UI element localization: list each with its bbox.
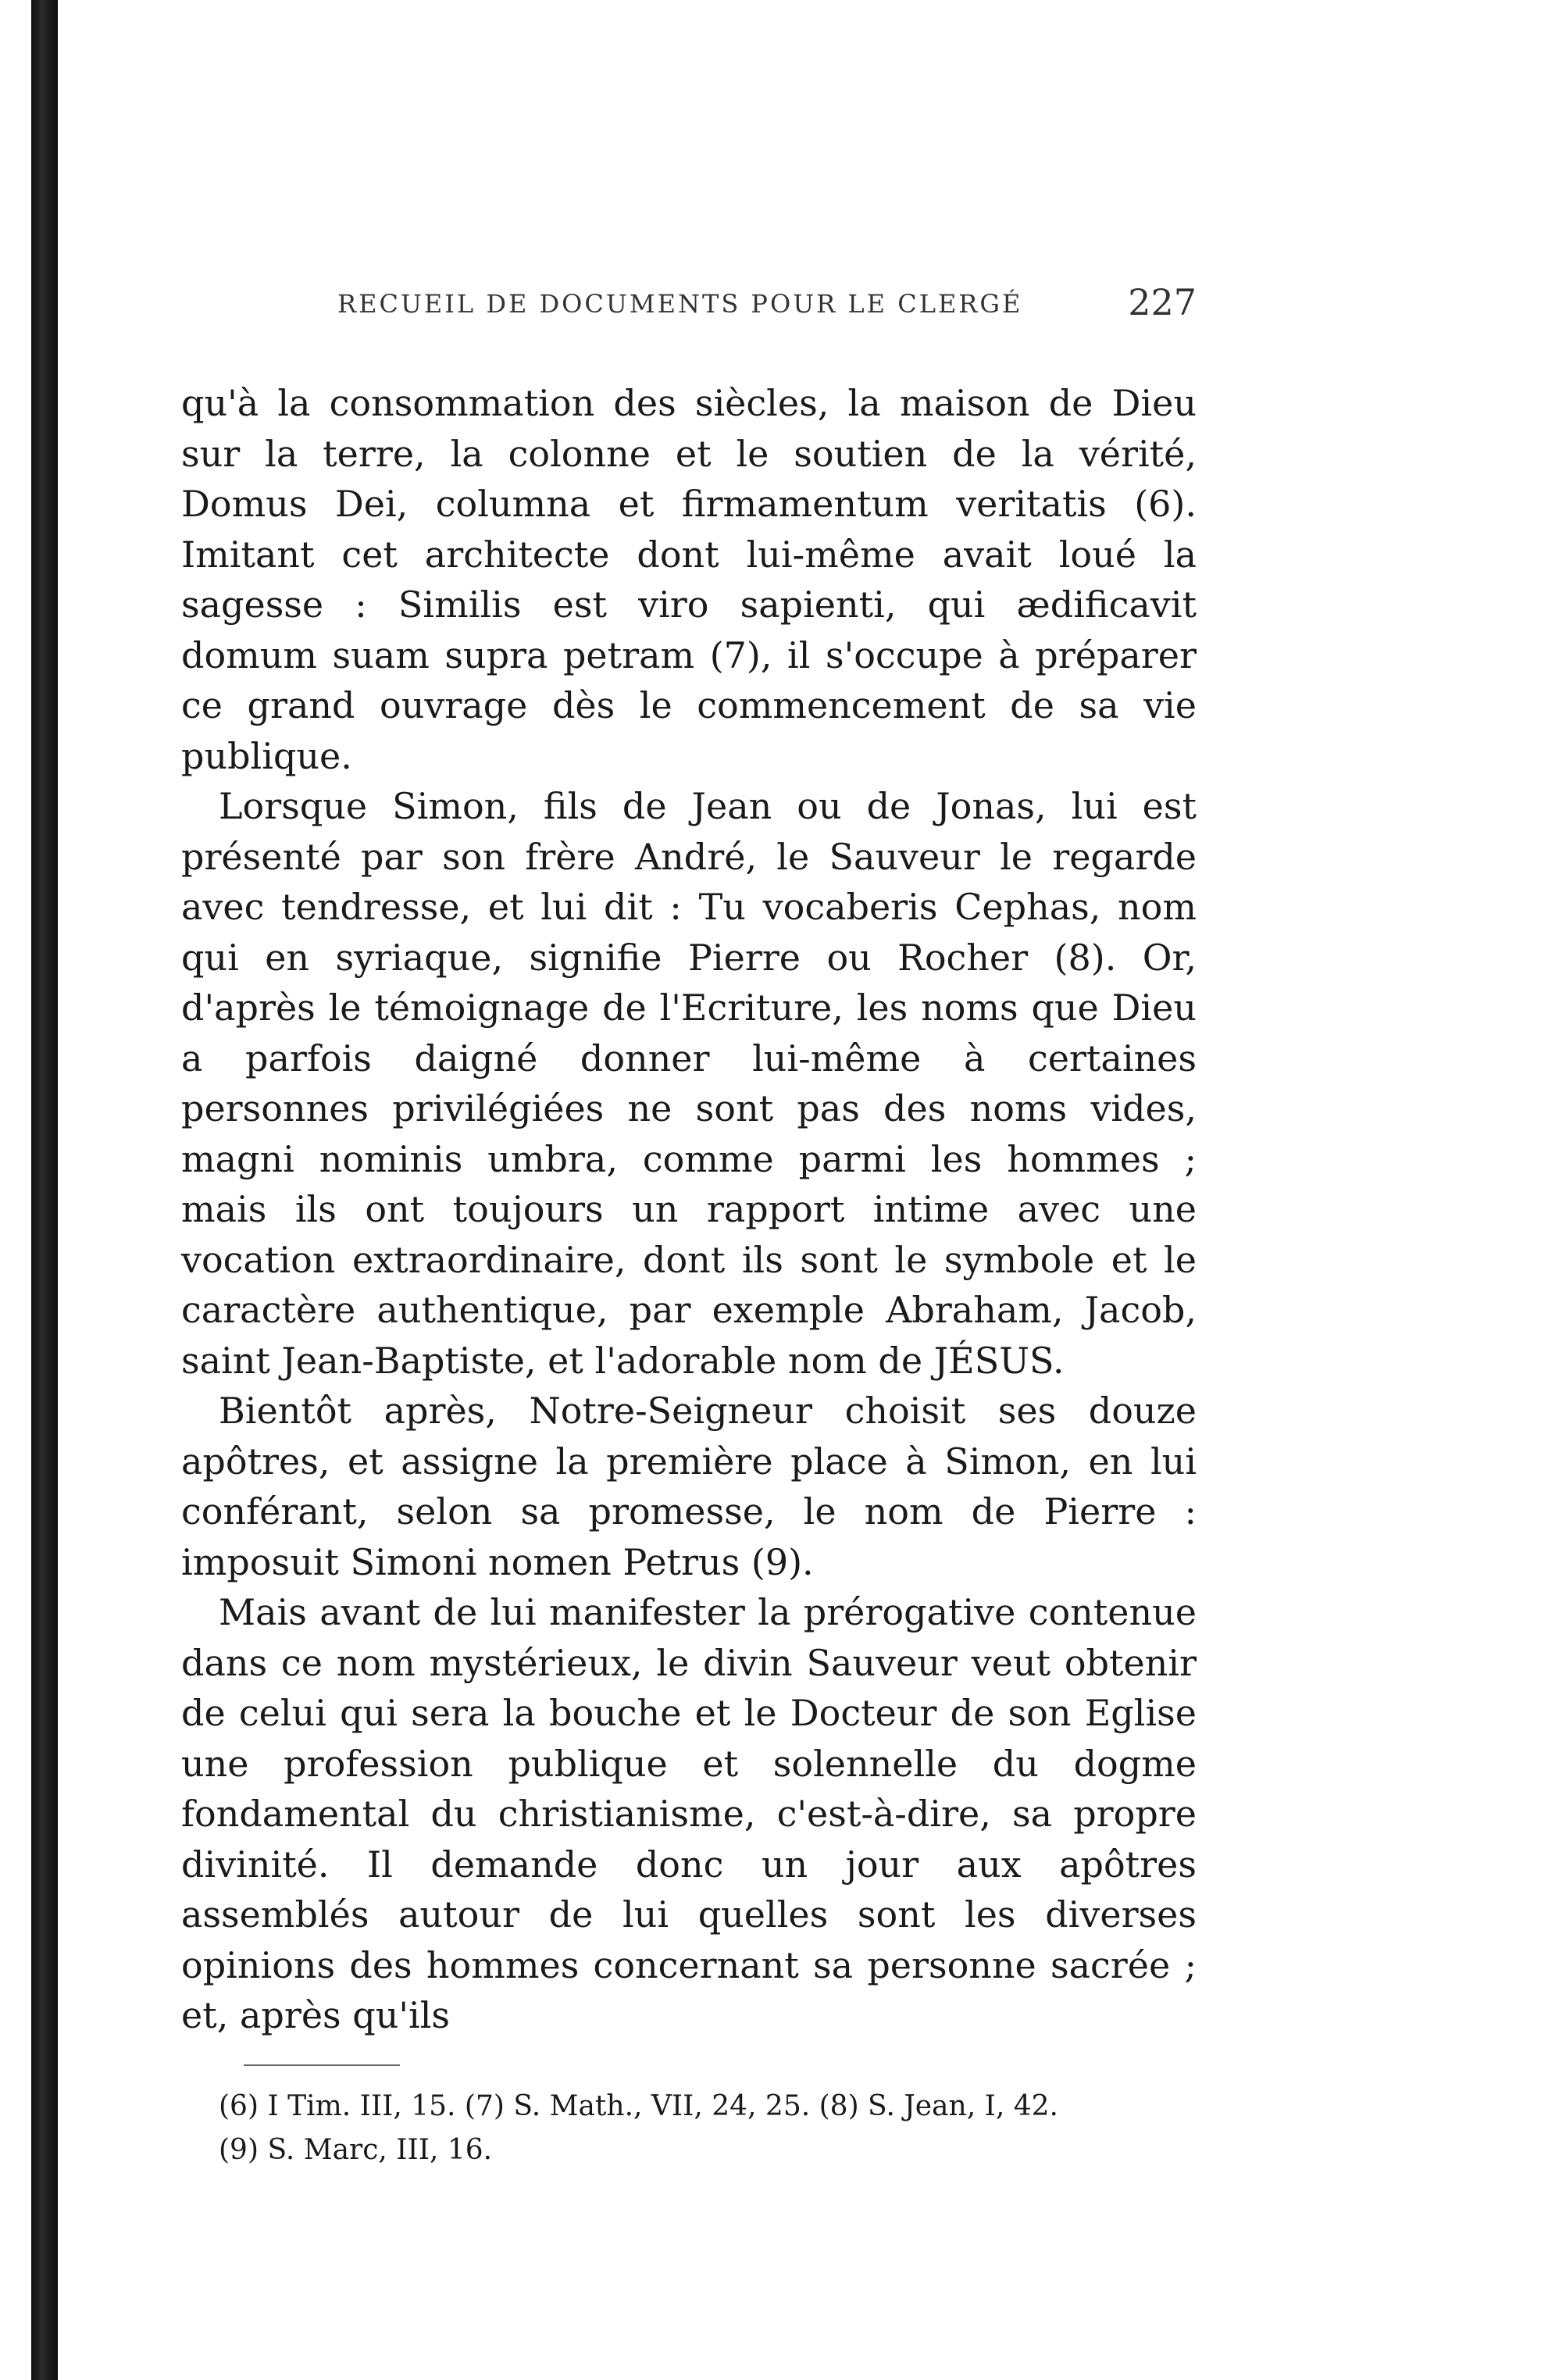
- paragraph-4: Mais avant de lui manifester la prérogative contenue dans ce nom mystérieux, le divin Sauveur veut obtenir de celui qui sera la bouche et le Docteur de son Eglise une profession publique et solennelle du dogme fondamental du christianisme, c'est-à-dire, sa propre divinité. Il demande donc un jour aux apôtres assemblés autour de lui quelles sont les diverses opinions des hommes concernant sa personne sacrée ; et, après qu'ils: [181, 1591, 1197, 2036]
- running-header: [181, 281, 1197, 336]
- footnote-line-1: (6) I Tim. III, 15. (7) S. Math., VII, 24, 25. (8) S. Jean, I, 42.: [219, 2089, 1058, 2122]
- paragraph-3: Bientôt après, Notre-Seigneur choisit ses douze apôtres, et assigne la première place à Simon, en lui conférant, selon sa promesse, le nom de Pierre : imposuit Simoni nomen Petrus (9).: [181, 1390, 1197, 1583]
- footnote-line-2: (9) S. Marc, III, 16.: [219, 2133, 493, 2166]
- page: [181, 281, 1197, 2172]
- book-spine-edge: [31, 0, 58, 2380]
- footnotes: [181, 2064, 1197, 2172]
- paragraph-2: Lorsque Simon, fils de Jean ou de Jonas, lui est présenté par son frère André, le Sauveur le regarde avec tendresse, et lui dit : Tu vocaberis Cephas, nom qui en syriaque, signifie Pierre ou Rocher (8). Or, d'après le témoignage de l'Ecriture, les noms que Dieu a parfois daigné donner lui-même à certaines personnes privilégiées ne sont pas des noms vides, magni nominis umbra, comme parmi les hommes ; mais ils ont toujours un rapport intime avec une vocation extraordinaire, dont ils sont le symbole et le caractère authentique, par exemple Abraham, Jacob, saint Jean-Baptiste, et l'adorable nom de JÉSUS.: [181, 785, 1197, 1382]
- running-title: RECUEIL DE DOCUMENTS POUR LE CLERGÉ: [337, 289, 1023, 319]
- page-number: 227: [1128, 281, 1197, 323]
- footnote-rule: [244, 2064, 400, 2066]
- paragraph-1: qu'à la consommation des siècles, la maison de Dieu sur la terre, la colonne et le soutien de la vérité, Domus Dei, columna et firmamentum veritatis (6). Imitant cet architecte dont lui-même avait loué la sagesse : Similis est viro sapienti, qui ædificavit domum suam supra petram (7), il s'occupe à préparer ce grand ouvrage dès le commencement de sa vie publique.: [181, 382, 1197, 777]
